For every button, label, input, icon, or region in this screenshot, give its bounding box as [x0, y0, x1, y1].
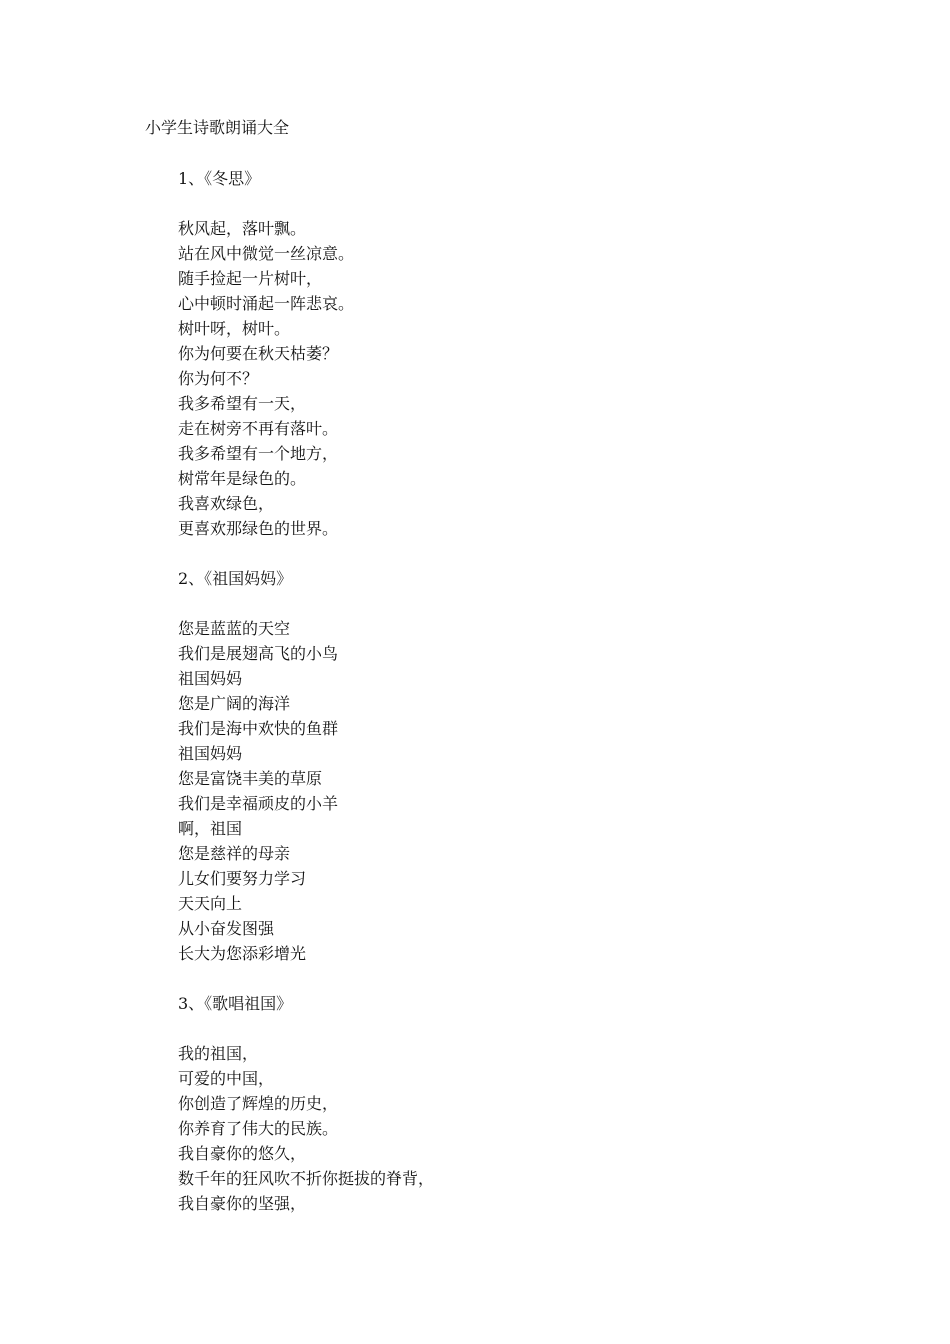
poem-line: 走在树旁不再有落叶。: [178, 419, 339, 438]
poem-line: 儿女们要努力学习: [178, 869, 307, 888]
poem-line: 从小奋发图强: [178, 919, 275, 938]
poem-line: 更喜欢那绿色的世界。: [178, 519, 339, 538]
poem-line: 数千年的狂风吹不折你挺拔的脊背，: [178, 1169, 435, 1188]
poem-heading: 2、《祖国妈妈》: [178, 569, 293, 588]
poem-line: 您是广阔的海洋: [178, 694, 291, 713]
poem-line: 秋风起，落叶飘。: [178, 219, 307, 238]
blank-line: [178, 1016, 878, 1041]
blank-line: [178, 541, 878, 566]
poem-line: 我的祖国，: [178, 1044, 259, 1063]
poem-line: 我们是海中欢快的鱼群: [178, 719, 339, 738]
poem-line: 心中顿时涌起一阵悲哀。: [178, 294, 355, 313]
poem-line: 你养育了伟大的民族。: [178, 1119, 339, 1138]
poem-section: [178, 166, 878, 566]
poem-line: 我们是幸福顽皮的小羊: [178, 794, 339, 813]
poem-line: 祖国妈妈: [178, 669, 243, 688]
poem-line: 您是富饶丰美的草原: [178, 769, 323, 788]
poem-collection: [178, 166, 878, 1216]
poem-line: 你为何不？: [178, 369, 259, 388]
poem-section: [178, 566, 878, 991]
poem-line: 树常年是绿色的。: [178, 469, 307, 488]
poem-line: 可爱的中国，: [178, 1069, 275, 1088]
poem-line: 我自豪你的悠久，: [178, 1144, 307, 1163]
poem-line: 我多希望有一个地方，: [178, 444, 339, 463]
poem-heading: 3、《歌唱祖国》: [178, 994, 293, 1013]
blank-line: [178, 966, 878, 991]
blank-line: [178, 191, 878, 216]
poem-line: 您是慈祥的母亲: [178, 844, 291, 863]
poem-line: 您是蓝蓝的天空: [178, 619, 291, 638]
poem-line: 你为何要在秋天枯萎？: [178, 344, 339, 363]
poem-line: 我喜欢绿色，: [178, 494, 275, 513]
poem-line: 祖国妈妈: [178, 744, 243, 763]
poem-section: [178, 991, 878, 1216]
poem-line: 随手捡起一片树叶，: [178, 269, 323, 288]
poem-heading: 1、《冬思》: [178, 169, 261, 188]
poem-line: 我多希望有一天，: [178, 394, 307, 413]
poem-line: 站在风中微觉一丝凉意。: [178, 244, 355, 263]
poem-line: 树叶呀，树叶。: [178, 319, 291, 338]
poem-line: 你创造了辉煌的历史，: [178, 1094, 339, 1113]
poem-line: 我们是展翅高飞的小鸟: [178, 644, 339, 663]
poem-line: 我自豪你的坚强，: [178, 1194, 307, 1213]
blank-line: [178, 591, 878, 616]
poem-line: 长大为您添彩增光: [178, 944, 307, 963]
poem-line: 啊，祖国: [178, 819, 243, 838]
document-title: 小学生诗歌朗诵大全: [145, 118, 290, 137]
poem-line: 天天向上: [178, 894, 243, 913]
